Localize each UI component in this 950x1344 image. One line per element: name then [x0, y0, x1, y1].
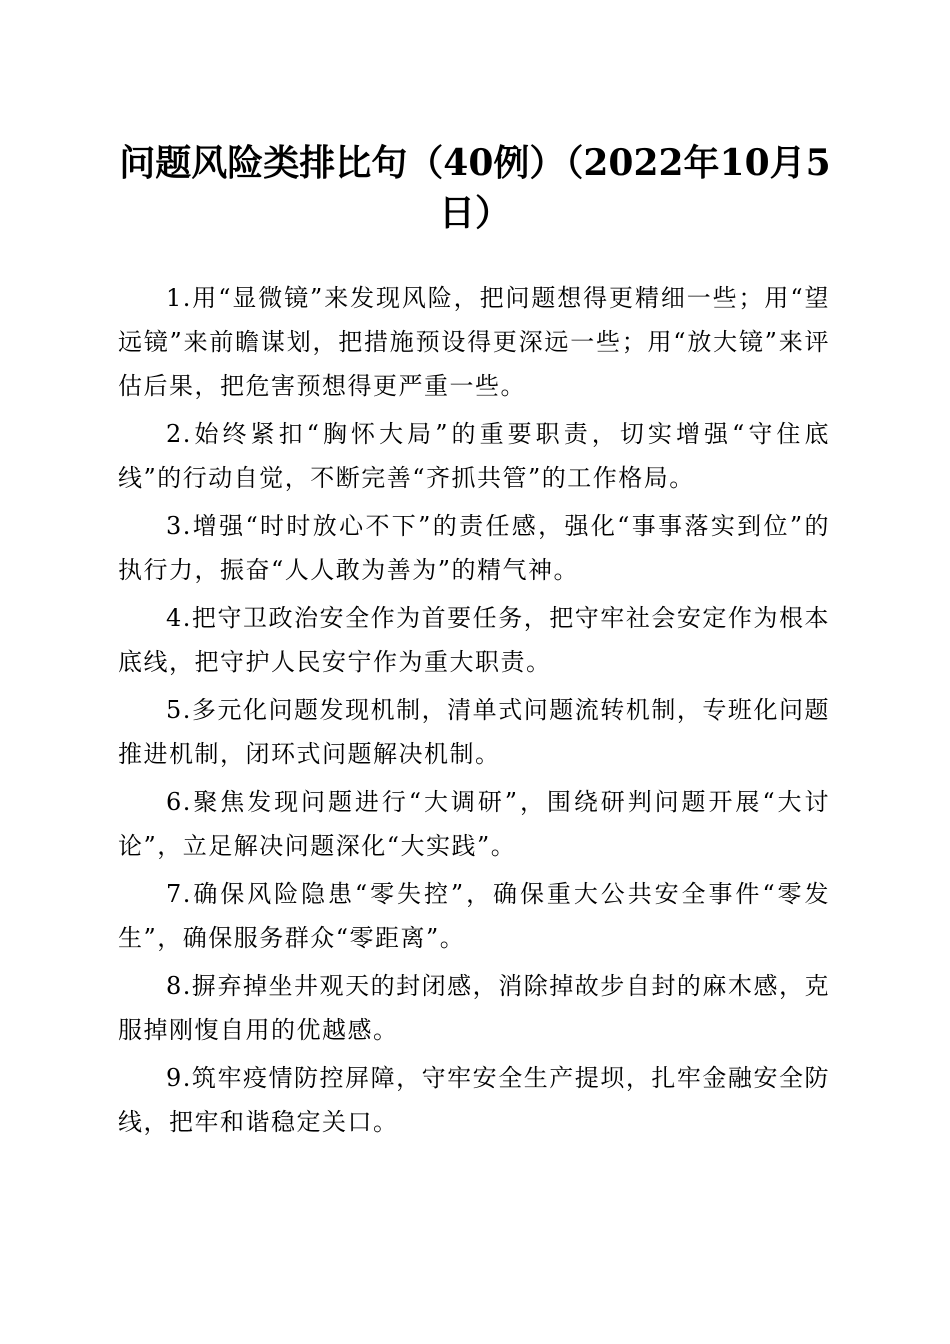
document-body: [118, 276, 830, 1148]
paragraph-4: 4.把守卫政治安全作为首要任务，把守牢社会安定作为根本底线，把守护人民安宁作为重大职责。: [118, 604, 830, 676]
paragraph-2: 2.始终紧扣“胸怀大局”的重要职责，切实增强“守住底线”的行动自觉，不断完善“齐抓共管”的工作格局。: [118, 420, 830, 492]
document-title: 问题风险类排比句（40例）（2022年10月5日）: [119, 142, 831, 234]
paragraph-6: 6.聚焦发现问题进行“大调研”，围绕研判问题开展“大讨论”，立足解决问题深化“大实践”。: [118, 788, 830, 860]
paragraph-5: 5.多元化问题发现机制，清单式问题流转机制，专班化问题推进机制，闭环式问题解决机制。: [118, 696, 830, 768]
paragraph-1: 1.用“显微镜”来发现风险，把问题想得更精细一些；用“望远镜”来前瞻谋划，把措施预设得更深远一些；用“放大镜”来评估后果，把危害预想得更严重一些。: [118, 284, 830, 400]
paragraph-8: 8.摒弃掉坐井观天的封闭感，消除掉故步自封的麻木感，克服掉刚愎自用的优越感。: [118, 972, 830, 1044]
paragraph-3: 3.增强“时时放心不下”的责任感，强化“事事落实到位”的执行力，振奋“人人敢为善为”的精气神。: [118, 512, 830, 584]
paragraph-9: 9.筑牢疫情防控屏障，守牢安全生产提坝，扎牢金融安全防线，把牢和谐稳定关口。: [118, 1064, 830, 1136]
paragraph-7: 7.确保风险隐患“零失控”，确保重大公共安全事件“零发生”，确保服务群众“零距离”。: [118, 880, 830, 952]
